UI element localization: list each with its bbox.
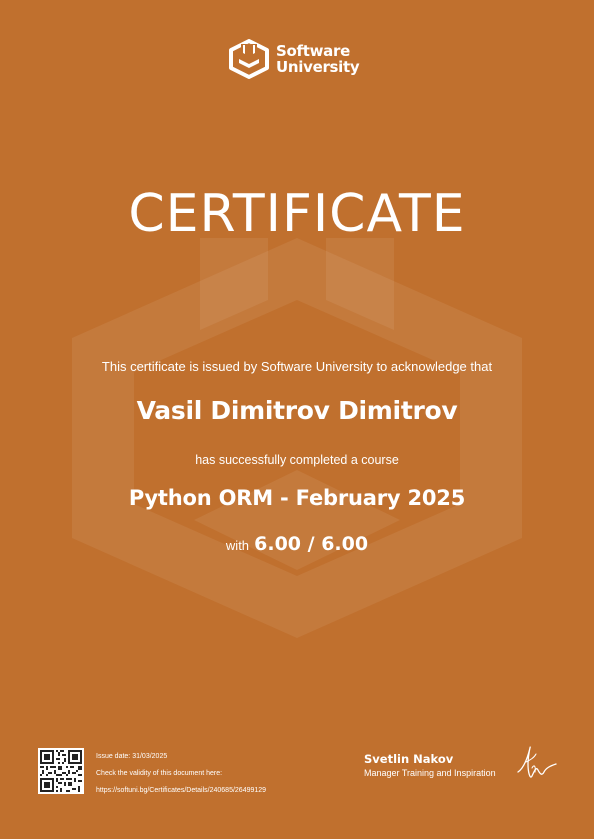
brand-line-2: University [276,58,360,76]
qr-code-icon [38,748,84,794]
grade-prefix: with [225,538,250,553]
recipient-name: Vasil Dimitrov Dimitrov [136,396,458,425]
signer-block [364,752,496,779]
certificate-title: CERTIFICATE [128,184,466,244]
course-name: Python ORM - February 2025 [128,486,466,510]
grade-line [0,531,594,559]
grade-value: 6.00 / 6.00 [254,533,369,555]
qr-code[interactable] [38,748,84,794]
signer-name: Svetlin Nakov [364,752,454,766]
signature-icon [514,742,560,786]
validity-link[interactable]: https://softuni.bg/Certificates/Details/240685/26499129 [96,787,267,794]
issue-info [96,752,266,803]
validity-text: Check the validity of this document here: [96,770,223,777]
softuni-logo [228,38,370,80]
brand-line-1: Software [276,42,350,60]
brand-name [276,43,359,75]
issue-date: Issue date: 31/03/2025 [96,753,168,760]
signer-title: Manager Training and Inspiration [364,768,496,778]
completed-statement: has successfully completed a course [195,453,399,467]
softuni-logo-icon [228,39,270,79]
issued-statement: This certificate is issued by Software University to acknowledge that [101,359,493,374]
